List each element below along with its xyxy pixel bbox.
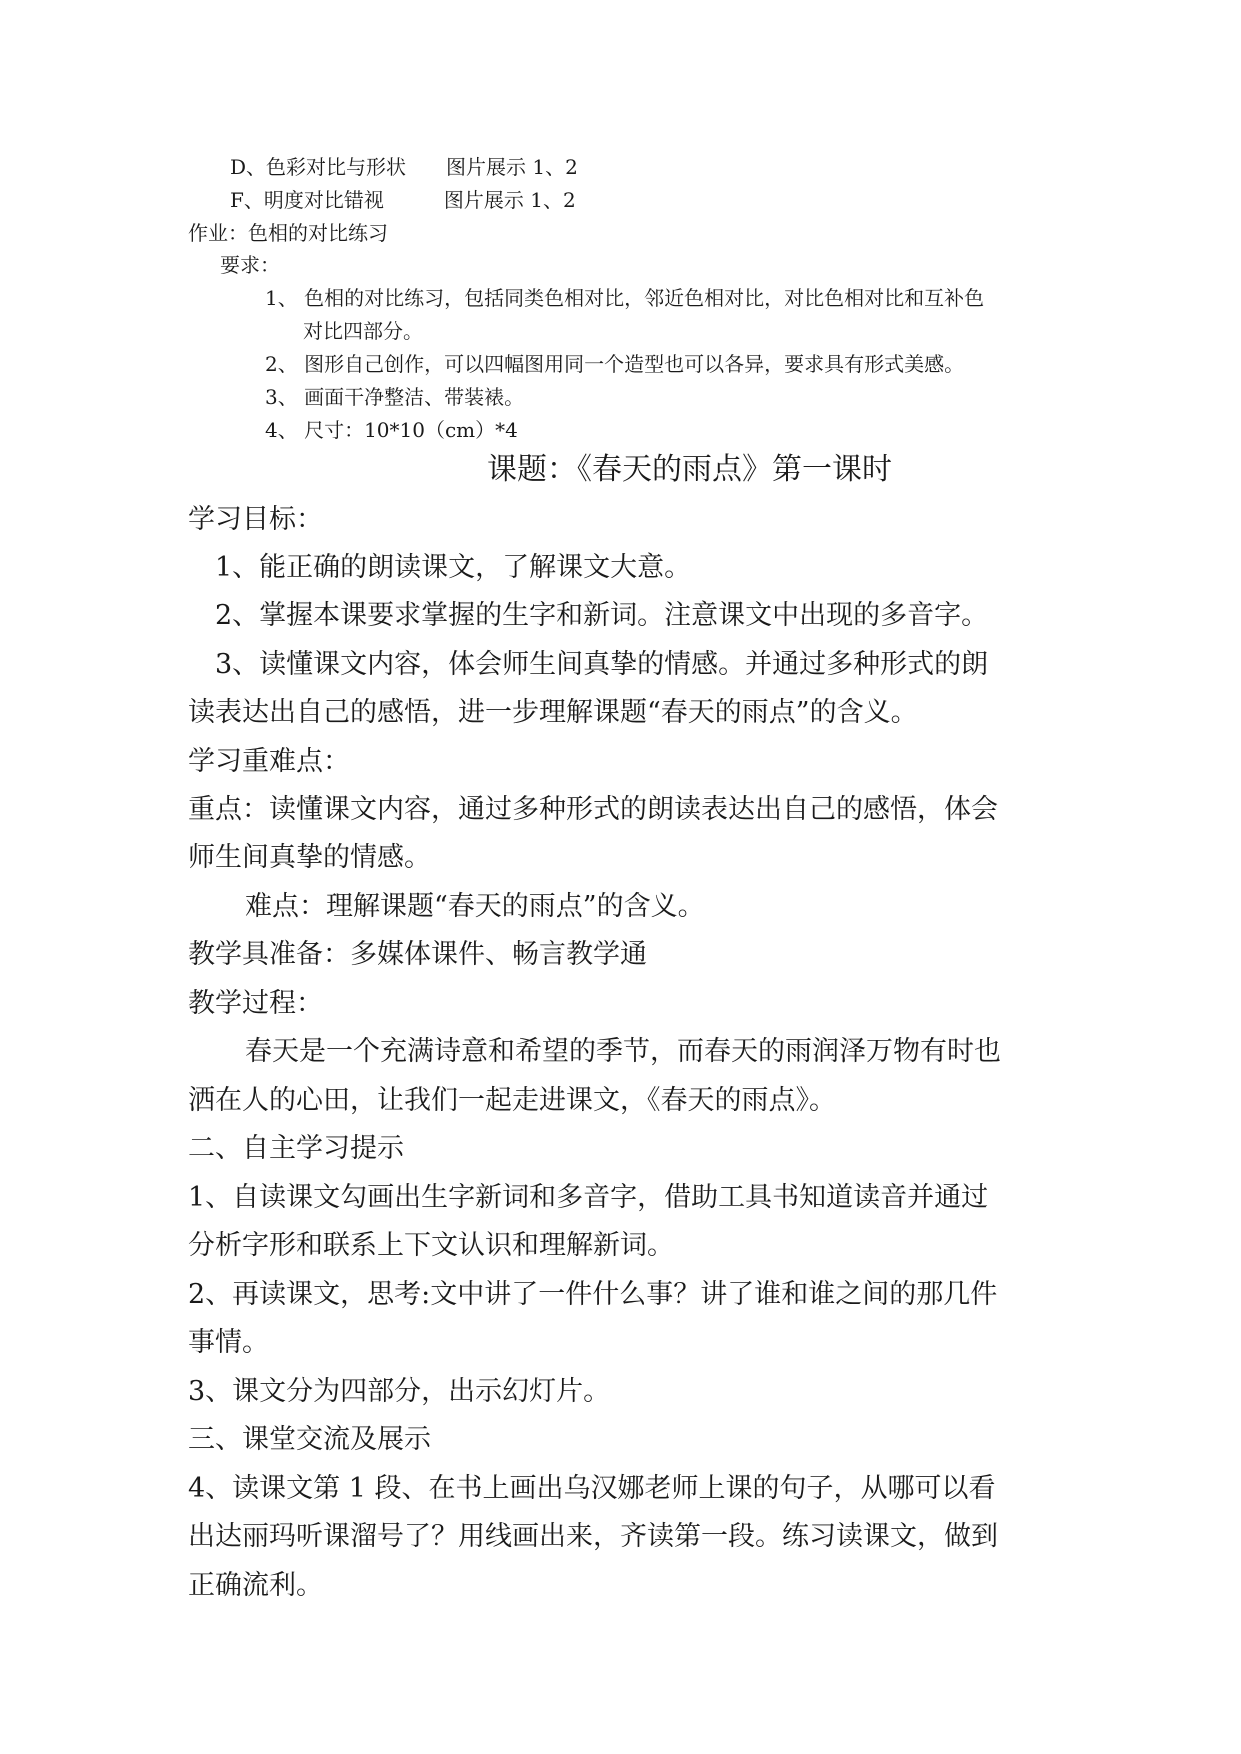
goal-2: 2、掌握本课要求掌握的生字和新词。注意课文中出现的多音字。 <box>215 600 989 631</box>
goals-heading: 学习目标： <box>188 504 323 535</box>
goal-3: 3、读懂课文内容，体会师生间真挚的情感。并通过多种形式的朗 <box>215 649 989 680</box>
step-3: 3、课文分为四部分，出示幻灯片。 <box>188 1376 611 1407</box>
teaching-preparation: 教学具准备：多媒体课件、畅言教学通 <box>188 939 647 970</box>
step-4-end: 正确流利。 <box>188 1570 323 1601</box>
section-2-heading: 二、自主学习提示 <box>188 1133 404 1164</box>
step-2: 2、再读课文，思考:文中讲了一件什么事？讲了谁和谁之间的那几件 <box>188 1279 998 1310</box>
step-1-cont: 分析字形和联系上下文认识和理解新词。 <box>188 1230 674 1261</box>
homework-line: 作业：色相的对比练习 <box>188 221 388 245</box>
item-f: F、明度对比错视 图片展示 1、2 <box>230 188 576 212</box>
step-1: 1、自读课文勾画出生字新词和多音字，借助工具书知道读音并通过 <box>188 1182 989 1213</box>
requirement-2: 2、 图形自己创作，可以四幅图用同一个造型也可以各异，要求具有形式美感。 <box>265 352 965 376</box>
requirement-4: 4、 尺寸：10*10（cm）*4 <box>265 418 518 442</box>
intro-paragraph-cont: 洒在人的心田，让我们一起走进课文，《春天的雨点》。 <box>188 1085 836 1116</box>
difficult-point: 难点：理解课题“春天的雨点”的含义。 <box>245 891 705 922</box>
lesson-title: 课题：《春天的雨点》第一课时 <box>487 452 892 487</box>
key-points-heading: 学习重难点： <box>188 746 350 777</box>
step-4: 4、读课文第 1 段、在书上画出乌汉娜老师上课的句子，从哪可以看 <box>188 1473 996 1504</box>
requirement-1-cont: 对比四部分。 <box>303 319 423 343</box>
step-4-cont: 出达丽玛听课溜号了？用线画出来，齐读第一段。练习读课文，做到 <box>188 1521 998 1552</box>
goal-3-cont: 读表达出自己的感悟，进一步理解课题“春天的雨点”的含义。 <box>188 697 918 728</box>
intro-paragraph: 春天是一个充满诗意和希望的季节，而春天的雨润泽万物有时也 <box>245 1036 1001 1067</box>
goal-1: 1、能正确的朗读课文，了解课文大意。 <box>215 552 692 583</box>
requirement-3: 3、 画面干净整洁、带装裱。 <box>265 385 525 409</box>
requirement-1: 1、 色相的对比练习，包括同类色相对比，邻近色相对比，对比色相对比和互补色 <box>265 286 985 310</box>
item-d: D、色彩对比与形状 图片展示 1、2 <box>230 155 578 179</box>
section-3-heading: 三、课堂交流及展示 <box>188 1424 431 1455</box>
step-2-cont: 事情。 <box>188 1327 269 1358</box>
key-point-cont: 师生间真挚的情感。 <box>188 842 431 873</box>
requirements-label: 要求： <box>220 253 280 277</box>
key-point: 重点：读懂课文内容，通过多种形式的朗读表达出自己的感悟，体会 <box>188 794 998 825</box>
process-heading: 教学过程： <box>188 988 323 1019</box>
